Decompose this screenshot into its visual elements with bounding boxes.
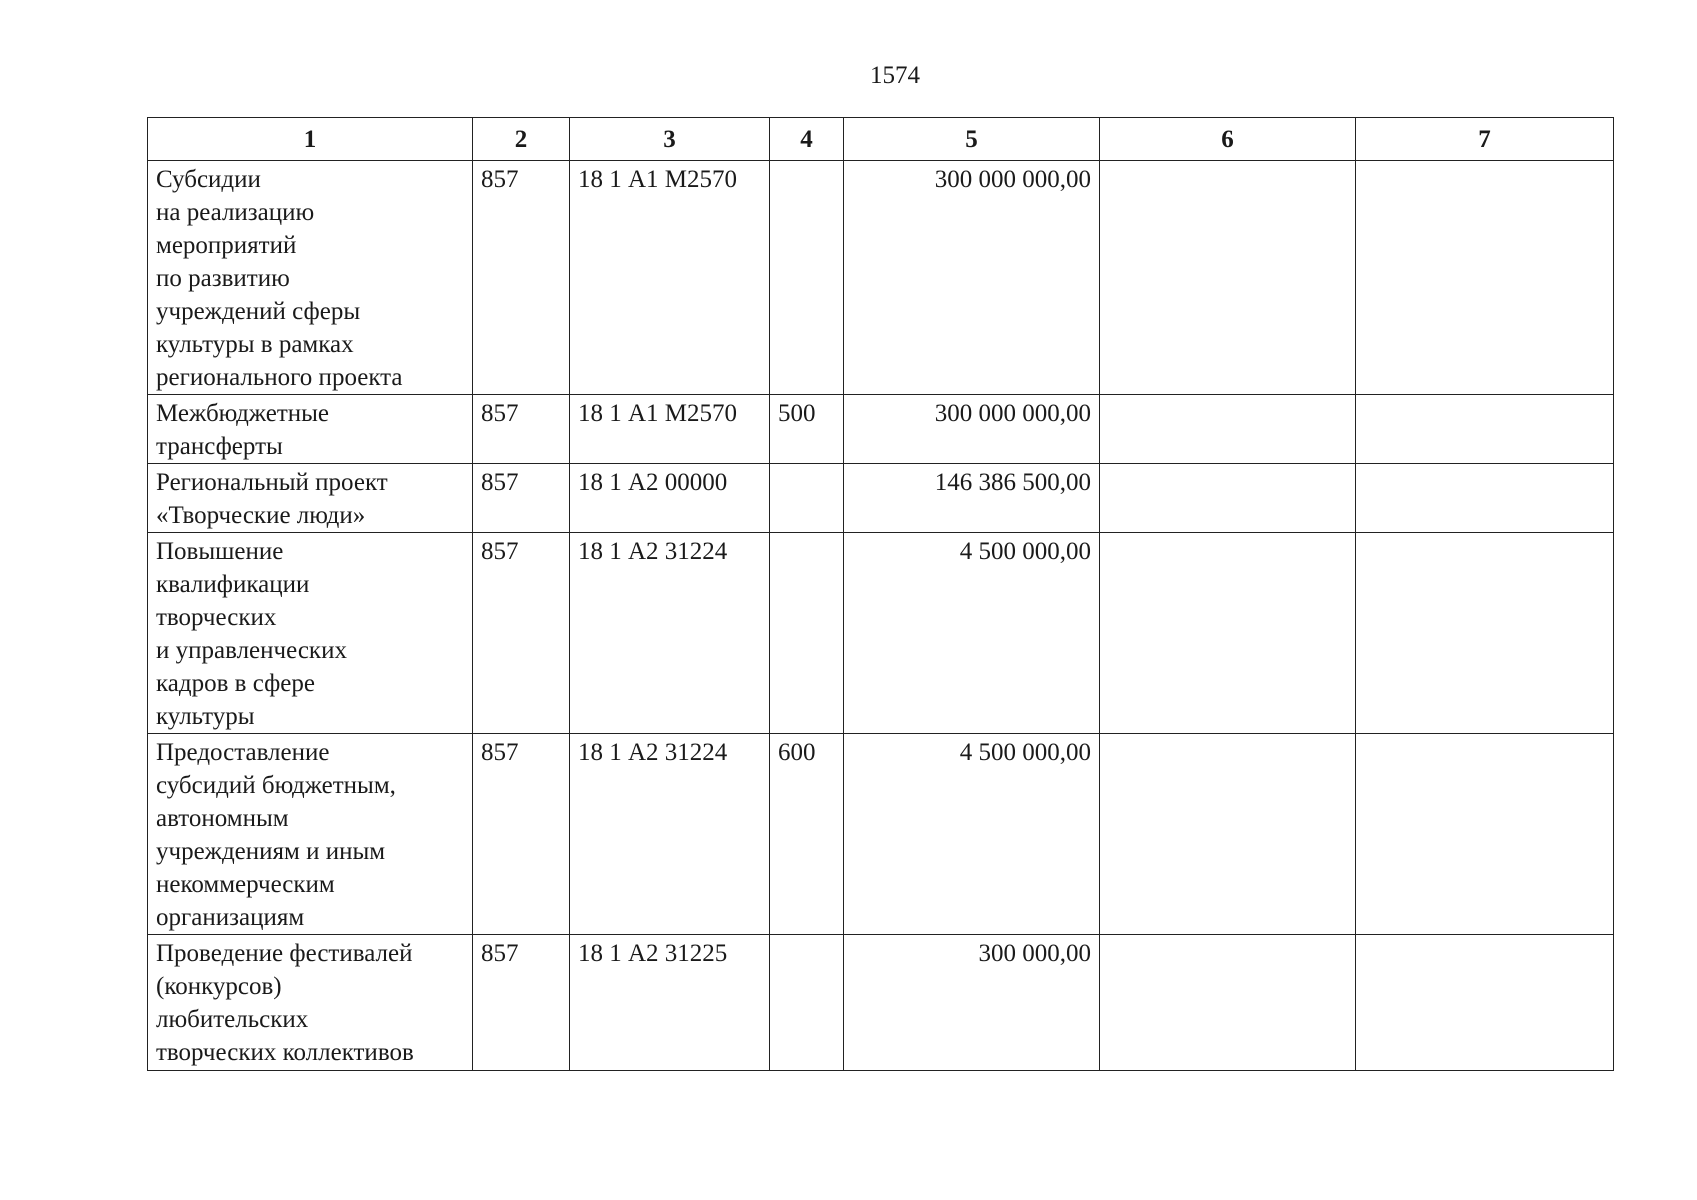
row-label-line: некоммерческим [156, 871, 335, 898]
cell-col-4: 500 [770, 395, 844, 464]
row-label [148, 161, 473, 395]
cell-col-5: 300 000 000,00 [844, 161, 1100, 395]
cell-col-3: 18 1 А2 00000 [570, 464, 770, 533]
row-label-line: регионального проекта [156, 364, 403, 391]
row-label-line: трансферты [156, 433, 283, 460]
cell-col-2: 857 [473, 935, 570, 1071]
row-label-line: (конкурсов) [156, 973, 282, 1000]
row-label-line: Субсидии [156, 166, 261, 193]
row-label-line: любительских [156, 1006, 309, 1033]
cell-col-4 [770, 161, 844, 395]
cell-col-7 [1356, 734, 1614, 935]
row-label-line: культуры в рамках [156, 331, 354, 358]
table-row [148, 533, 1614, 734]
cell-col-2: 857 [473, 161, 570, 395]
cell-col-2: 857 [473, 734, 570, 935]
column-header-1: 1 [148, 118, 473, 161]
cell-col-5: 146 386 500,00 [844, 464, 1100, 533]
cell-col-3: 18 1 А2 31224 [570, 533, 770, 734]
row-label-line: культуры [156, 703, 255, 730]
cell-col-5: 4 500 000,00 [844, 533, 1100, 734]
table-row [148, 161, 1614, 395]
cell-col-4 [770, 935, 844, 1071]
cell-col-6 [1100, 533, 1356, 734]
cell-col-6 [1100, 395, 1356, 464]
row-label-line: «Творческие люди» [156, 502, 366, 529]
cell-col-3: 18 1 А1 М2570 [570, 161, 770, 395]
cell-col-2: 857 [473, 533, 570, 734]
row-label-line: на реализацию [156, 199, 315, 226]
cell-col-6 [1100, 935, 1356, 1071]
row-label [148, 395, 473, 464]
row-label-line: учреждений сферы [156, 298, 361, 325]
table-row [148, 395, 1614, 464]
column-header-2: 2 [473, 118, 570, 161]
cell-col-2: 857 [473, 395, 570, 464]
row-label [148, 734, 473, 935]
header-row [148, 118, 1614, 161]
table-row [148, 734, 1614, 935]
row-label-line: творческих коллективов [156, 1039, 414, 1066]
cell-col-7 [1356, 533, 1614, 734]
column-header-5: 5 [844, 118, 1100, 161]
row-label-line: Предоставление [156, 739, 330, 766]
cell-col-4 [770, 464, 844, 533]
page-number: 1574 [870, 62, 920, 89]
table-row [148, 935, 1614, 1071]
row-label [148, 935, 473, 1071]
row-label-line: мероприятий [156, 232, 297, 259]
cell-col-6 [1100, 734, 1356, 935]
row-label-line: Региональный проект [156, 469, 388, 496]
cell-col-3: 18 1 А2 31224 [570, 734, 770, 935]
row-label-line: учреждениям и иным [156, 838, 386, 865]
cell-col-6 [1100, 161, 1356, 395]
row-label-line: субсидий бюджетным, [156, 772, 396, 799]
row-label [148, 533, 473, 734]
row-label-line: творческих [156, 604, 277, 631]
table-row [148, 464, 1614, 533]
row-label-line: автономным [156, 805, 289, 832]
row-label-line: и управленческих [156, 637, 347, 664]
cell-col-3: 18 1 А2 31225 [570, 935, 770, 1071]
cell-col-3: 18 1 А1 М2570 [570, 395, 770, 464]
row-label-line: Межбюджетные [156, 400, 330, 427]
column-header-7: 7 [1356, 118, 1614, 161]
row-label-line: квалификации [156, 571, 310, 598]
cell-col-7 [1356, 935, 1614, 1071]
cell-col-7 [1356, 161, 1614, 395]
cell-col-6 [1100, 464, 1356, 533]
cell-col-7 [1356, 395, 1614, 464]
cell-col-4 [770, 533, 844, 734]
column-header-4: 4 [770, 118, 844, 161]
budget-table [147, 117, 1614, 1071]
cell-col-4: 600 [770, 734, 844, 935]
row-label-line: Повышение [156, 538, 284, 565]
row-label-line: по развитию [156, 265, 290, 292]
row-label-line: организациям [156, 904, 305, 931]
cell-col-5: 300 000,00 [844, 935, 1100, 1071]
row-label-line: Проведение фестивалей [156, 940, 413, 967]
column-header-6: 6 [1100, 118, 1356, 161]
cell-col-5: 300 000 000,00 [844, 395, 1100, 464]
table-body [148, 161, 1614, 1071]
cell-col-2: 857 [473, 464, 570, 533]
row-label [148, 464, 473, 533]
row-label-line: кадров в сфере [156, 670, 315, 697]
cell-col-5: 4 500 000,00 [844, 734, 1100, 935]
cell-col-7 [1356, 464, 1614, 533]
column-header-3: 3 [570, 118, 770, 161]
